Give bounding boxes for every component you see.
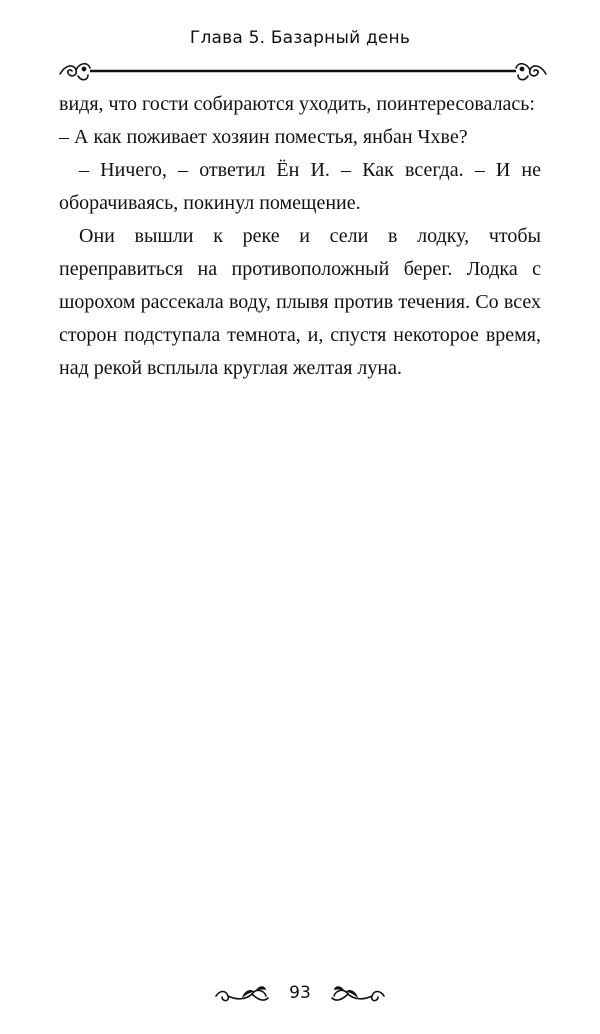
paragraph-river-crossing: Они вышли к реке и сели в лодку, чтобы переправиться на противоположный берег. Лодка с шорохом рассекала воду, плывя против течения. Со всех сторон подступала темнота, и, спустя некоторое время, над рекой всплыла круглая желтая луна.	[59, 225, 541, 379]
right-scroll-flourish-icon	[516, 64, 546, 80]
paragraph-dialogue-question: – А как поживает хозяин поместья, янбан Чхве?	[59, 126, 468, 148]
running-header-chapter-title: Глава 5. Базарный день	[189, 28, 411, 48]
right-leaf-flourish-icon	[328, 982, 388, 1008]
paragraph-continuation: видя, что гости собираются уходить, поинтересовалась:	[59, 93, 535, 115]
body-text	[59, 88, 541, 385]
left-scroll-flourish-icon	[60, 64, 90, 80]
page-footer	[0, 980, 600, 1010]
header-rule-with-flourishes	[58, 58, 548, 84]
left-leaf-flourish-icon	[212, 982, 272, 1008]
paragraph-dialogue-answer: – Ничего, – ответил Ён И. – Как всегда. – И не оборачиваясь, покинул помещение.	[59, 159, 541, 214]
page-number: 93	[289, 983, 311, 1003]
